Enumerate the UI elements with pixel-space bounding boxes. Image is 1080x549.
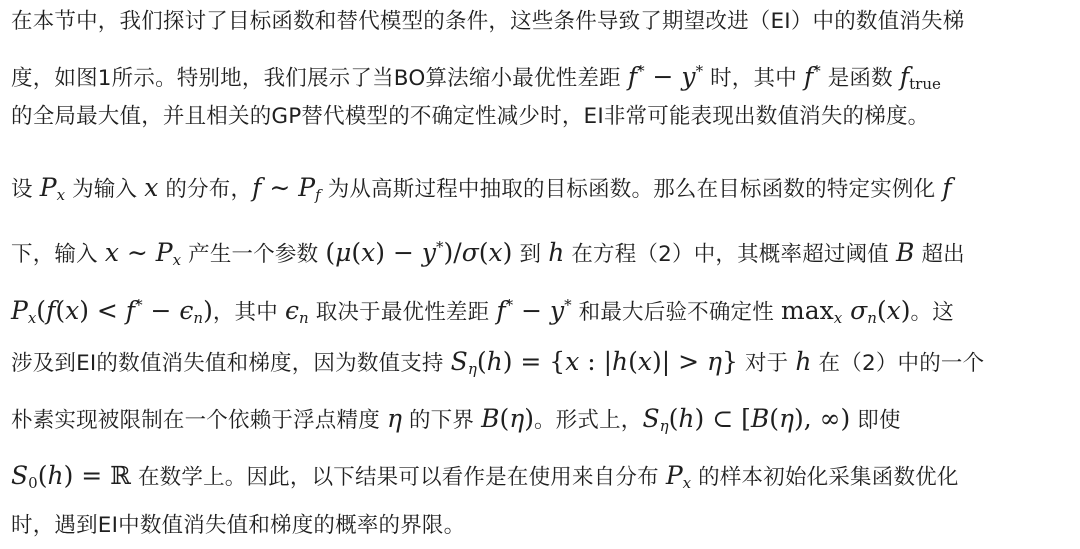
math-subset: $S_\eta(h)$ ⊂ [B(η), ∞) [642, 404, 851, 435]
math-x-sim-px: x ∼ $P_x$ [104, 238, 182, 269]
math-probability: $P_x(f(x) < f^* - \epsilon_n)$ [11, 296, 213, 327]
paragraph-1-line-1: 在本节中，我们探讨了目标函数和替代模型的条件，这些条件导致了期望改进（EI）中的数值消失梯 [11, 9, 965, 34]
paragraph-2-line-6: $S_0(h)$ = ℝ 在数学上。因此，以下结果可以看作是在使用来自分布 $P_x$ 的样本初始化采集函数优化 [11, 461, 959, 492]
paragraph-2-line-5: 朴素实现被限制在一个依赖于浮点精度 η 的下界 B(η)。形式上，$S_\eta(h)$ ⊂ [B(η), ∞) 即使 [11, 404, 901, 435]
math-h-2: h [795, 347, 812, 376]
math-epsilon-n: $\epsilon_n$ [285, 296, 309, 327]
paragraph-1-line-2: 度，如图1所示。特别地，我们展示了当BO算法缩小最优性差距 f* − y* 时，其中 f* 是函数 $f_{true}$ [11, 62, 941, 93]
paragraph-2-line-1: 设 $P_x$ 为输入 x 的分布，f ∼ $P_f$ 为从高斯过程中抽取的目标函数。那么在目标函数的特定实例化 f [11, 173, 952, 204]
paragraph-2-line-2: 下，输入 x ∼ $P_x$ 产生一个参数 (μ(x) − y*)/σ(x) 到 h 在方程（2）中，其概率超过阈值 B 超出 [11, 238, 965, 269]
math-p-x: $P_x$ [39, 173, 66, 204]
math-f-star: f* [803, 62, 821, 91]
math-h: h [548, 238, 565, 267]
math-optimality-gap-2: f* − y* [496, 296, 572, 325]
math-b-eta: B(η) [481, 404, 534, 433]
paragraph-1-line-3: 的全局最大值，并且相关的GP替代模型的不确定性减少时，EI非常可能表现出数值消失的梯度。 [11, 104, 930, 129]
paragraph-2-line-7: 时，遇到EI中数值消失值和梯度的概率的界限。 [11, 513, 466, 538]
math-f-sim-pf: f ∼ $P_f$ [252, 173, 321, 204]
math-argument: (μ(x) − y*)/σ(x) [325, 238, 513, 267]
math-eta: η [386, 404, 402, 433]
math-support-set: $S_\eta(h) = \{x$ : |h(x)| > η} [450, 347, 738, 378]
paragraph-2-line-3: $P_x(f(x) < f^* - \epsilon_n)$，其中 $\epsilon_n$ 取决于最优性差距 f* − y* 和最大后验不确定性 $\max_x \sigma_n(x)$。这 [11, 296, 954, 327]
math-p-x-2: $P_x$ [665, 461, 692, 492]
math-max-sigma: $\max_x \sigma_n(x)$ [780, 296, 911, 327]
math-x: x [144, 173, 159, 202]
math-b: B [896, 238, 915, 267]
math-s0: $S_0(h)$ = ℝ [11, 461, 131, 492]
paragraph-2-line-4: 涉及到EI的数值消失值和梯度，因为数值支持 $S_\eta(h) = \{x$ : |h(x)| > η} 对于 h 在（2）中的一个 [11, 347, 985, 378]
math-f: f [942, 173, 952, 202]
math-optimality-gap: f* − y* [627, 62, 704, 91]
math-f-true: $f_{true}$ [899, 62, 941, 93]
